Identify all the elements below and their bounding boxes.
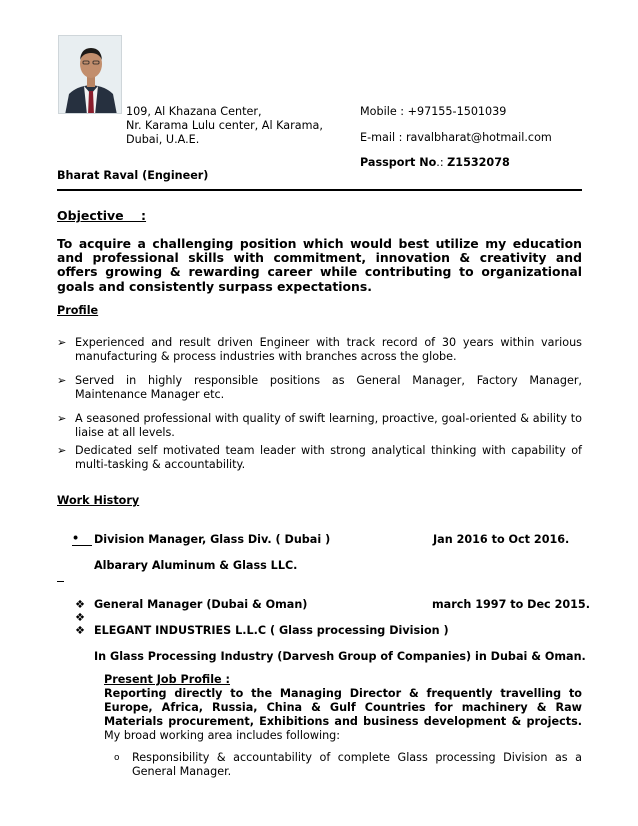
profile-item: A seasoned professional with quality of swift learning, proactive, goal-oriented & ability to liaise at all levels. [75,412,582,439]
industry-line: In Glass Processing Industry (Darvesh Group of Companies) in Dubai & Oman. [94,650,586,663]
address-line: Nr. Karama Lulu center, Al Karama, [126,119,323,132]
work-history-heading: Work History [57,494,140,507]
profile-item: Dedicated self motivated team leader with strong analytical thinking with capability of multi-tasking & accountability. [75,444,582,471]
company-name: ELEGANT INDUSTRIES L.L.C ( Glass processing Division ) [94,624,449,637]
profile-item: Experienced and result driven Engineer with track record of 30 years within various manufacturing & process industries with branches across the globe. [75,336,582,363]
arrow-bullet-icon: ➢ [57,336,67,349]
profile-photo [58,35,122,114]
address-line: 109, Al Khazana Center, [126,105,262,118]
mobile: Mobile : +97155-1501039 [360,105,507,118]
job-dates: Jan 2016 to Oct 2016. [433,533,570,546]
passport-sep: .: [436,156,448,169]
company-name: Albarary Aluminum & Glass LLC. [94,559,298,572]
diamond-bullet-icon: ❖ [75,624,86,637]
duty-item: Responsibility & accountability of complete Glass processing Division as a General Manager. [132,751,582,778]
divider-mark [57,581,64,582]
objective-text: To acquire a challenging position which would best utilize my education and professional skills with commitment, innovation & creativity and offers growing & rewarding career while contributing to organizational goals and consistently surpass expectations. [57,236,582,294]
candidate-name: Bharat Raval (Engineer) [57,169,209,182]
arrow-bullet-icon: ➢ [57,374,67,387]
job-title: Division Manager, Glass Div. ( Dubai ) [94,533,331,546]
passport-label: Passport No [360,156,437,169]
person-photo-icon [59,36,122,114]
passport-number: Z1532078 [447,156,510,169]
dot-bullet-icon: • [72,533,92,546]
objective-heading: Objective : [57,208,147,223]
diamond-bullet-icon: ❖ [75,611,86,624]
circle-bullet-icon: o [114,753,120,763]
email: E-mail : ravalbharat@hotmail.com [360,131,552,144]
passport [360,156,510,170]
job-dates: march 1997 to Dec 2015. [432,598,590,611]
address-block [126,105,323,147]
present-job-bold: Reporting directly to the Managing Director & frequently travelling to Europe, Africa, Russia, China & Gulf Countries for machinery & Raw Materials procurement, Exhibitions and business development & projects. [104,687,582,728]
arrow-bullet-icon: ➢ [57,444,67,457]
header-divider [57,189,582,191]
present-job-heading: Present Job Profile : [104,673,230,686]
address-line: Dubai, U.A.E. [126,133,200,146]
diamond-bullet-icon: ❖ [75,598,86,611]
present-job-text [104,687,582,743]
profile-item: Served in highly responsible positions as General Manager, Factory Manager, Maintenance Manager etc. [75,374,582,401]
profile-heading: Profile [57,304,99,317]
job-title: General Manager (Dubai & Oman) [94,598,308,611]
present-job-normal: My broad working area includes following: [104,729,341,742]
arrow-bullet-icon: ➢ [57,412,67,425]
